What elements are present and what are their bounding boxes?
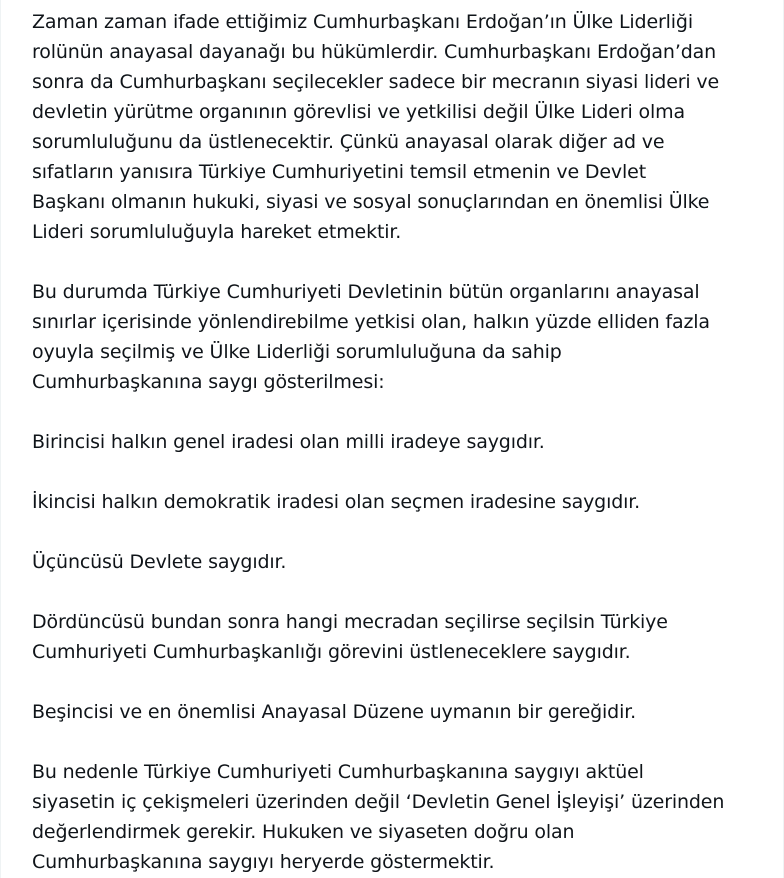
post-paragraph-4: İkincisi halkın demokratik iradesi olan seçmen iradesine saygıdır. [32,491,641,513]
post-paragraph-1: Zaman zaman ifade ettiğimiz Cumhurbaşkanı Erdoğan’ın Ülke Liderliği rolünün anayasal dayanağı bu hükümlerdir. Cumhurbaşkanı Erdoğan’dan sonra da Cumhurbaşkanı seçilecekler sadece bir mecranın siyasi lideri ve devletin yürütme organının görevlisi ve yetkilisi değil Ülke Lideri olma sorumluluğunu da üstlenecektir. Çünkü anayasal olarak diğer ad ve sıfatların yanısıra Türkiye Cumhuriyetini temsil etmenin ve Devlet Başkanı olmanın hukuki, siyasi ve sosyal sonuçlarından en önemlisi Ülke Lideri sorumluluğuyla hareket etmektir. [32,11,720,243]
post-paragraph-6: Dördüncüsü bundan sonra hangi mecradan seçilirse seçilsin Türkiye Cumhuriyeti Cumhurbaşkanlığı görevini üstleneceklere saygıdır. [32,611,668,663]
post-text [32,7,752,877]
post-paragraph-7: Beşincisi ve en önemlisi Anayasal Düzene uymanın bir gereğidir. [32,701,637,723]
post-paragraph-5: Üçüncüsü Devlete saygıdır. [32,551,287,573]
post-paragraph-8: Bu nedenle Türkiye Cumhuriyeti Cumhurbaşkanına saygıyı aktüel siyasetin iç çekişmeleri üzerinden değil ‘Devletin Genel İşleyişi’ üzerinden değerlendirmek gerekir. Hukuken ve siyaseten doğru olan Cumhurbaşkanına saygıyı heryerde göstermektir. [32,761,725,873]
post-paragraph-3: Birincisi halkın genel iradesi olan milli iradeye saygıdır. [32,431,545,453]
post-paragraph-2: Bu durumda Türkiye Cumhuriyeti Devletinin bütün organlarını anayasal sınırlar içerisinde yönlendirebilme yetkisi olan, halkın yüzde elliden fazla oyuyla seçilmiş ve Ülke Liderliği sorumluluğuna da sahip Cumhurbaşkanına saygı gösterilmesi: [32,281,710,393]
